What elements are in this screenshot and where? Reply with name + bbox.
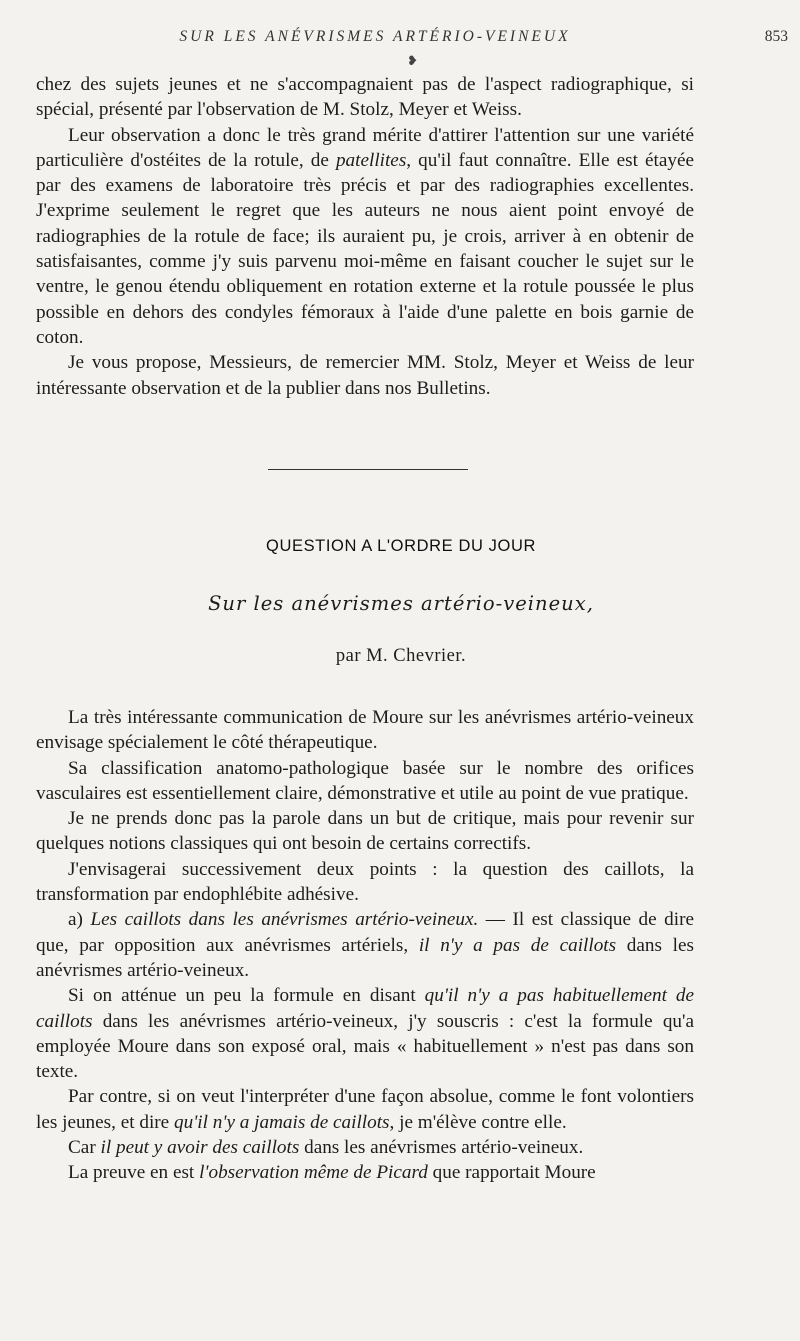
article-author: par M. Chevrier. [335,646,467,666]
paragraph: Je vous propose, Messieurs, de remercier MM. Stolz, Meyer et Weiss de leur intéressante observation et de la publier dans nos Bulletins. [36,352,694,399]
section-divider [268,469,468,470]
paragraph: Car il peut y avoir des caillots dans les anévrismes artério-veineux. [68,1137,584,1159]
paragraph: La très intéressante communication de Moure sur les anévrismes artério-veineux envisage spécialement le côté thérapeutique. [36,707,694,754]
previous-article-ending [36,72,694,401]
paragraph: Je ne prends donc pas la parole dans un but de critique, mais pour revenir sur quelques notions classiques qui ont besoin de certains correctifs. [36,808,694,855]
paragraph: Si on atténue un peu la formule en disant qu'il n'y a pas habituellement de caillots dans les anévrismes artério-veineux, j'y souscris : c'est la formule qu'a employée Moure dans son exposé oral, mais « habituellement » n'est pas dans son texte. [36,985,694,1083]
paragraph: J'envisagerai successivement deux points : la question des caillots, la transformation par endophlébite adhésive. [36,858,694,906]
article-body [36,705,694,1186]
running-title: SUR LES ANÉVRISMES ARTÉRIO-VEINEUX [179,28,571,45]
paragraph: Sa classification anatomo-pathologique basée sur le nombre des orifices vasculaires est essentiellement claire, démonstrative et utile au point de vue pratique. [36,757,694,804]
paragraph: Par contre, si on veut l'interpréter d'une façon absolue, comme le font volontiers les jeunes, et dire qu'il n'y a jamais de caillots, je m'élève contre elle. [36,1086,694,1133]
paragraph: Leur observation a donc le très grand mérite d'attirer l'attention sur une variété particulière d'ostéites de la rotule, de patellites, qu'il faut connaître. Elle est étayée par des examens de laboratoire très précis et par des radiographies excellentes. J'exprime seulement le regret que les auteurs ne nous aient point envoyé de radiographies de la rotule de face; ils auraient pu, je crois, arriver à en obtenir de satisfaisantes, comme j'y suis parvenu moi-même en faisant coucher le sujet sur le ventre, le genou étendu obliquement en rotation externe et la rotule poussée le plus possible en dehors des condyles fémoraux à l'aide d'une palette en bois garnie de coton. [36,124,694,348]
article-title: Sur les anévrismes artério-veineux, [208,592,594,615]
paragraph: La preuve en est l'observation même de Picard que rapportait Moure [68,1162,596,1184]
page-number: 853 [764,28,788,45]
paragraph: chez des sujets jeunes et ne s'accompagnaient pas de l'aspect radiographique, si spécial, présenté par l'observation de M. Stolz, Meyer et Weiss. [36,74,694,121]
section-heading: QUESTION A L'ORDRE DU JOUR [266,537,536,555]
ornament-mark: ❥ [407,54,418,69]
paragraph: a) Les caillots dans les anévrismes artério-veineux. — Il est classique de dire que, par opposition aux anévrismes artériels, il n'y a pas de caillots dans les anévrismes artério-veineux. [36,909,695,981]
